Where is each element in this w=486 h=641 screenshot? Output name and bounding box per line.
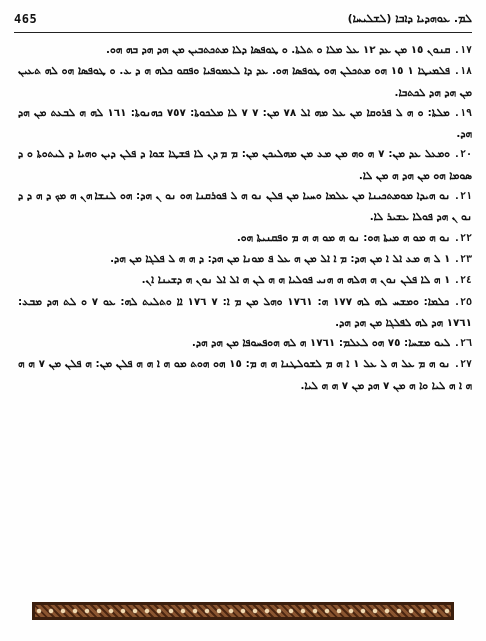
header-rule: [14, 32, 472, 33]
footnote-text: ܠܝܘ ܡܫܚܐ: ٧٥ ܗܘ ܠܥܠܡ: ١٧٦١ ܗ ܠܗ ܗܘܦܚܘܦܐ ܡܢ ܗܕ ܗܕ.: [191, 337, 451, 350]
footnote-number: ٢٥.: [453, 296, 473, 308]
footnotes-block: [18, 40, 472, 396]
footnote: [18, 61, 472, 103]
footnote: [18, 144, 472, 186]
decorative-border-ornament: [32, 602, 454, 620]
footnote-number: ٢١.: [453, 191, 472, 203]
footnote-text: ܦܠܡܝܛܐ ١ ١٥ ܗܘ ܡܬܟܠܢ ܗܘ ܛܘܦܣܐ ܗܘ. ܥܕ ܕܐ ܠܥܡܘܦܝܐ ܘܦܩܘ ܟܠܗ ܗ ܕ ܥ. ܘ ܛܘܦܣܐ ܗܘ ܠܗ ܬܥܝܢ ܡܢ ܗܕ ܗܕ ܠܟܬܒܐ.: [18, 65, 472, 99]
footnote: [18, 354, 472, 396]
footnote-text: ١ ܗ ܠܐ ܦܠܢ ܢܘܢ ܗ ܗܠܗ ܗ ܗܢܝ ܦܘܠܝܐ ܗ ܗ ܠܢ ܗ ܐܠ ܐܠ ܢܘܢ ܗ ܕܫܝܢܐ ܐܢ.: [141, 274, 451, 287]
footnote-text: ܢܘ ܗܝܕܐ ܡܘܡܬܟܝܢܐ ܡܢ ܥܠܡܐ ܘܚܝܐ ܡܢ ܦܠܢ ܢܘ ܗ ܠ ܦܘܪܩܢܐ ܗܘ ܢܘ ܢ ܗܕ: ܗܘ ܠܢܫܐ ܗܢ ܗ ܡܟ ܕ ܗ ܕ ܕ ܢܘ ܢ ܗܕ ܦܘܠܐ ܥܫܝܪ ܠܐ.: [18, 190, 472, 224]
footnote: [18, 292, 472, 334]
footnote-number: ٢٣.: [453, 253, 472, 265]
footnote-text: ١ ܠ ܗ ܡܥ ܐܠ ܐ ܡܢ ܗܕ: ܡ ܐ ܐܠ ܡܢ ܗ ܥܠ ܦ ܡܘܢܐ ܡܢ ܗܕ: ܕ ܗ ܗ ܠ ܦܠܓܐ ܡܢ ܗܕ.: [110, 252, 451, 265]
page-number: 465: [14, 12, 38, 26]
footnote-number: ١٧.: [453, 45, 472, 56]
footnote-text: ܢܘ ܗ ܡܘ ܗ ܡܝܬܐ ܗܘ: ܢܘ ܗ ܡܘ ܗ ܗ ܡ ܘܦܩܢܝܬܐ ܗܘ.: [236, 231, 451, 244]
footnote-number: ٢٧.: [453, 359, 472, 371]
footnote-number: ٢٠.: [453, 149, 472, 161]
footnote: [18, 249, 472, 270]
footnote: [18, 333, 472, 354]
footnote-text: ܟܠܡܐ: ܘܡܫܚ ܠܗ ܠܗ ١٧٧ ܗ: ١٧٦١ ܘܗܠ ܡܢ ܡ ܐ: ٧ ١٧٦ ܐܐ ܘܬܠܝܬ ܠܗ: ܥܘ ٧ ܘ ܠܬ ܗܕ ܡܒܥ: ١٧٦١ ܗܕ ܠܗ ܠܦܠܓܐ ܡܢ ܗܕ ܗܕ.: [18, 295, 472, 329]
page-header: [14, 8, 472, 30]
footnote-text: ܘܡܥܠ ܥܕ ܡܢ: ٧ ܗ ܘܗ ܡܢ ܡܥ ܡܢ ܡܗܠܝܟܢ ܡܢ: ܡ ܡ ܕܢ ܠܐ ܦܫܛܐ ܫܘܐ ܕ ܦܠܢ ܕܝܢ ܘܗܝܐ ܕ ܠܝܬܘܬܐ ܘ ܕ ܣܘܡܐ ܗܘ ܡܢ ܗܕ ܗ ܡܢ ܠܐ.: [18, 148, 472, 182]
footnote-text: ܩܢܘܢ ١٥ ܡܢ ܥܕ ١٢ ܥܠ ܡܠܐ ܘ ܬܠܬܐ. ܘ ܛܘܦܣܐ ܕܠܐ ܡܬܟܬܒܝܢ ܡܢ ܗܕ ܗܕ ܒܗ ܗܘ.: [106, 44, 451, 56]
footnote: [18, 40, 472, 61]
footnote: [18, 270, 472, 291]
footnote-number: ٢٤.: [453, 275, 472, 287]
footnote-number: ٢٦.: [453, 338, 472, 350]
footnote: [18, 103, 472, 145]
footnote: [18, 228, 472, 249]
running-head: ܠܡ. ܥܘܗܕܝܐ ܕܐܒܐ (ܠܫܠܝܚܐ): [347, 12, 472, 25]
footnote-text: ܡܠܬܐ: ܘ ܗ ܠ ܦܪܘܩܐ ܡܢ ܥܠ ܡܗ ܐܠ ٧٨ ܡܢ: ٧ ٧ ܠܐ ܡܠܟܘܬܐ: ٧٥٧ ܟܗܢܘܬܐ: ١٦١ ܠܗ ܗ ܠܒܥܬ ܡܢ ܗܕ ܗܕ.: [18, 106, 472, 141]
footnote-number: ١٩.: [453, 107, 472, 119]
footnote-number: ١٨.: [453, 66, 472, 78]
footnote: [18, 186, 472, 228]
footnote-text: ܢܘ ܗ ܡ ܥܠ ܗ ܠ ܥܠ ١ ܐ ܗ ܡ ܠܫܘܠܛܢܐ ܗ ܗ ܡ: ١٥ ܗܘ ܗܘܬ ܡܘ ܗ ܐ ܗ ܗ ܦܠܢ ܡܢ: ܗ ܦܠܢ ܡܢ ٧ ܗ ܗ ܗ ܐ ܗ ܠܝܐ ܘܐ ܗ ܡܢ ٧ ܗܕ ܡܢ ٧ ܗ ܗ ܠܝܐ.: [18, 358, 472, 392]
footnote-number: ٢٢.: [453, 232, 472, 244]
